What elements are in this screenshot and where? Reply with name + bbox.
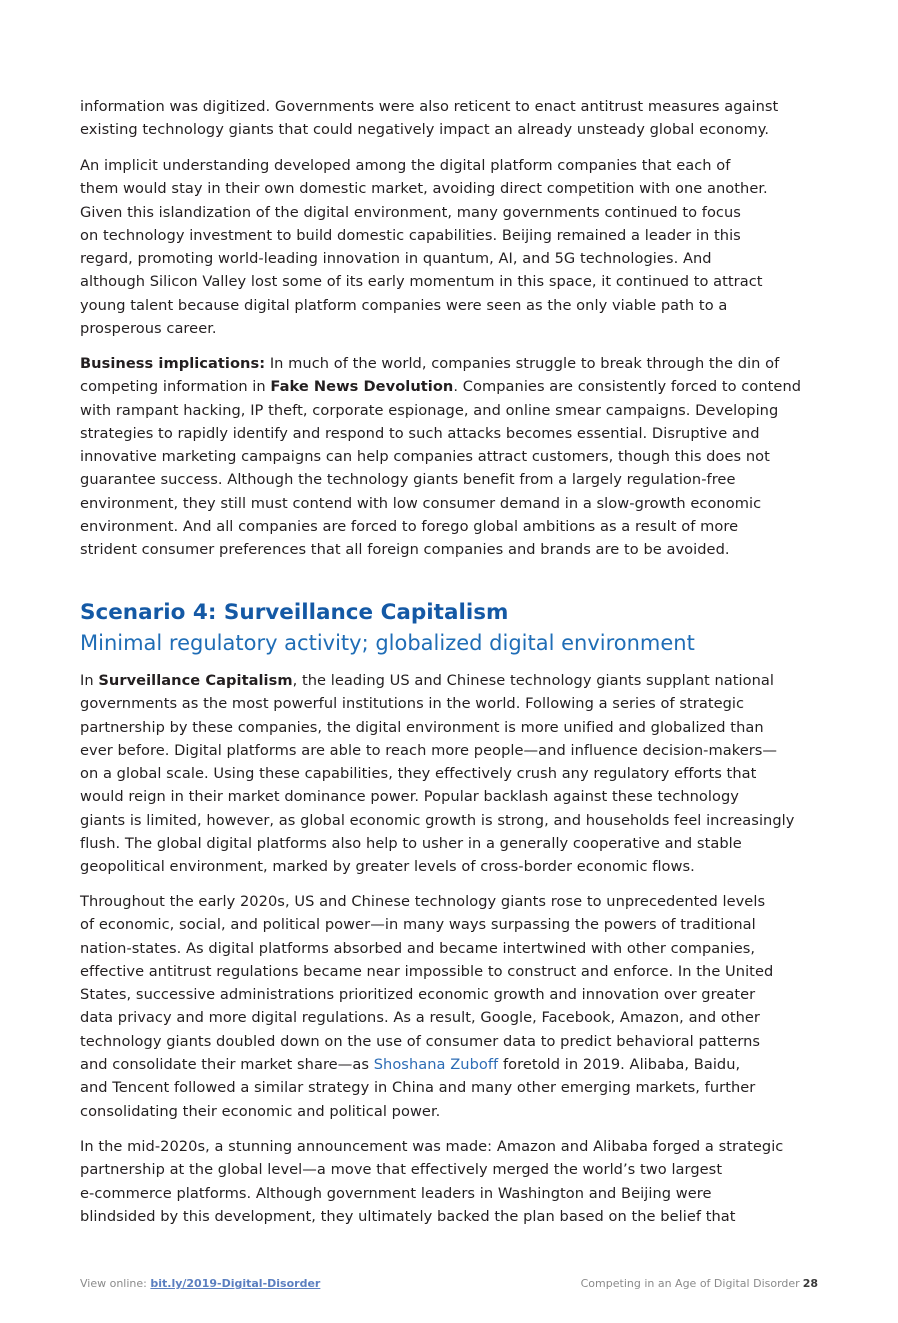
text-line (80, 352, 818, 375)
text-line: consolidating their economic and political power. (80, 1102, 441, 1120)
text-line: with rampant hacking, IP theft, corporate espionage, and online smear campaigns. Developing (80, 401, 779, 419)
paragraph-6 (80, 1135, 818, 1228)
text-line (80, 669, 818, 692)
text-line: environment. And all companies are forced to forego global ambitions as a result of more (80, 518, 739, 536)
section-subtitle: Minimal regulatory activity; globalized digital environment (80, 631, 695, 655)
text-line: Given this islandization of the digital environment, many governments continued to focus (80, 203, 741, 221)
text-line: on a global scale. Using these capabilities, they effectively crush any regulatory efforts that (80, 765, 757, 783)
text-line: blindsided by this development, they ultimately backed the plan based on the belief that (80, 1207, 736, 1225)
footer-doc-info (581, 1277, 818, 1290)
text-line: young talent because digital platform companies were seen as the only viable path to a (80, 296, 728, 314)
text-line: giants is limited, however, as global economic growth is strong, and households feel increasingly (80, 811, 795, 829)
text-line: them would stay in their own domestic market, avoiding direct competition with one another. (80, 180, 768, 198)
text-line: Throughout the early 2020s, US and Chinese technology giants rose to unprecedented levels (80, 893, 766, 910)
text-line: data privacy and more digital regulations. As a result, Google, Facebook, Amazon, and other (80, 1009, 760, 1027)
business-implications-label: Business implications: (80, 355, 266, 372)
text-line: effective antitrust regulations became near impossible to construct and enforce. In the United (80, 962, 774, 980)
footer-url-link[interactable]: bit.ly/2019-Digital-Disorder (150, 1277, 321, 1290)
text-line: ever before. Digital platforms are able to reach more people—and influence decision-makers— (80, 741, 778, 759)
paragraph-2 (80, 154, 818, 340)
paragraph-4 (80, 669, 818, 879)
view-online-label: View online: (80, 1277, 151, 1290)
text-line: regard, promoting world-leading innovation in quantum, AI, and 5G technologies. And (80, 250, 712, 268)
text-line: prosperous career. (80, 320, 217, 338)
text-run: . Companies are consistently forced to contend (453, 378, 802, 396)
text-line: e-commerce platforms. Although government leaders in Washington and Beijing were (80, 1184, 712, 1202)
section-title: Scenario 4: Surveillance Capitalism (80, 600, 509, 625)
page-number: 28 (802, 1277, 818, 1290)
text-run: , the leading US and Chinese technology giants supplant national (292, 672, 775, 689)
text-run: and consolidate their market share—as (80, 1056, 374, 1074)
text-line: strategies to rapidly identify and respond to such attacks becomes essential. Disruptive and (80, 424, 760, 442)
paragraph-5 (80, 890, 818, 1123)
text-run: foretold in 2019. Alibaba, Baidu, (498, 1056, 741, 1074)
text-line: on technology investment to build domestic capabilities. Beijing remained a leader in this (80, 226, 741, 244)
business-implications-paragraph (80, 352, 818, 562)
text-line: information was digitized. Governments were also reticent to enact antitrust measures against (80, 98, 779, 115)
text-line: partnership at the global level—a move that effectively merged the world’s two largest (80, 1161, 723, 1179)
text-line: innovative marketing campaigns can help companies attract customers, though this does not (80, 448, 770, 466)
text-line: flush. The global digital platforms also help to usher in a generally cooperative and stable (80, 835, 742, 853)
shoshana-zuboff-link[interactable]: Shoshana Zuboff (373, 1056, 499, 1074)
text-line: although Silicon Valley lost some of its early momentum in this space, it continued to attract (80, 273, 763, 291)
text-line: of economic, social, and political power—in many ways surpassing the powers of traditional (80, 916, 756, 934)
paragraph-1 (80, 95, 818, 142)
text-line: guarantee success. Although the technology giants benefit from a largely regulation-free (80, 471, 736, 489)
text-line: strident consumer preferences that all foreign companies and brands are to be avoided. (80, 541, 730, 559)
text-line: and Tencent followed a similar strategy in China and many other emerging markets, further (80, 1079, 756, 1097)
text-line: An implicit understanding developed among the digital platform companies that each of (80, 157, 731, 174)
text-line: governments as the most powerful institutions in the world. Following a series of strategic (80, 695, 745, 713)
text-line: technology giants doubled down on the use of consumer data to predict behavioral patterns (80, 1032, 761, 1050)
text-line: geopolitical environment, marked by greater levels of cross-border economic flows. (80, 858, 695, 876)
scenario-name-surveillance-capitalism: Surveillance Capitalism (98, 672, 293, 689)
text-line (80, 1053, 818, 1076)
text-line: existing technology giants that could negatively impact an already unsteady global economy. (80, 121, 770, 139)
text-run: competing information in (80, 378, 271, 396)
document-page (80, 0, 818, 1323)
text-line (80, 375, 818, 398)
text-line: In the mid-2020s, a stunning announcement was made: Amazon and Alibaba forged a strategic (80, 1138, 784, 1155)
footer-view-online (80, 1277, 320, 1290)
scenario-reference-fake-news-devolution: Fake News Devolution (270, 378, 454, 396)
text-line: nation-states. As digital platforms absorbed and became intertwined with other companies, (80, 939, 756, 957)
text-run: In (80, 672, 99, 689)
text-line: environment, they still must contend with low consumer demand in a slow-growth economic (80, 494, 762, 512)
text-line: States, successive administrations prioritized economic growth and innovation over greater (80, 986, 756, 1004)
text-run: In much of the world, companies struggle to break through the din of (265, 355, 780, 372)
text-line: partnership by these companies, the digital environment is more unified and globalized than (80, 718, 764, 736)
text-line: would reign in their market dominance power. Popular backlash against these technology (80, 788, 739, 806)
footer-doc-title: Competing in an Age of Digital Disorder (580, 1277, 800, 1290)
